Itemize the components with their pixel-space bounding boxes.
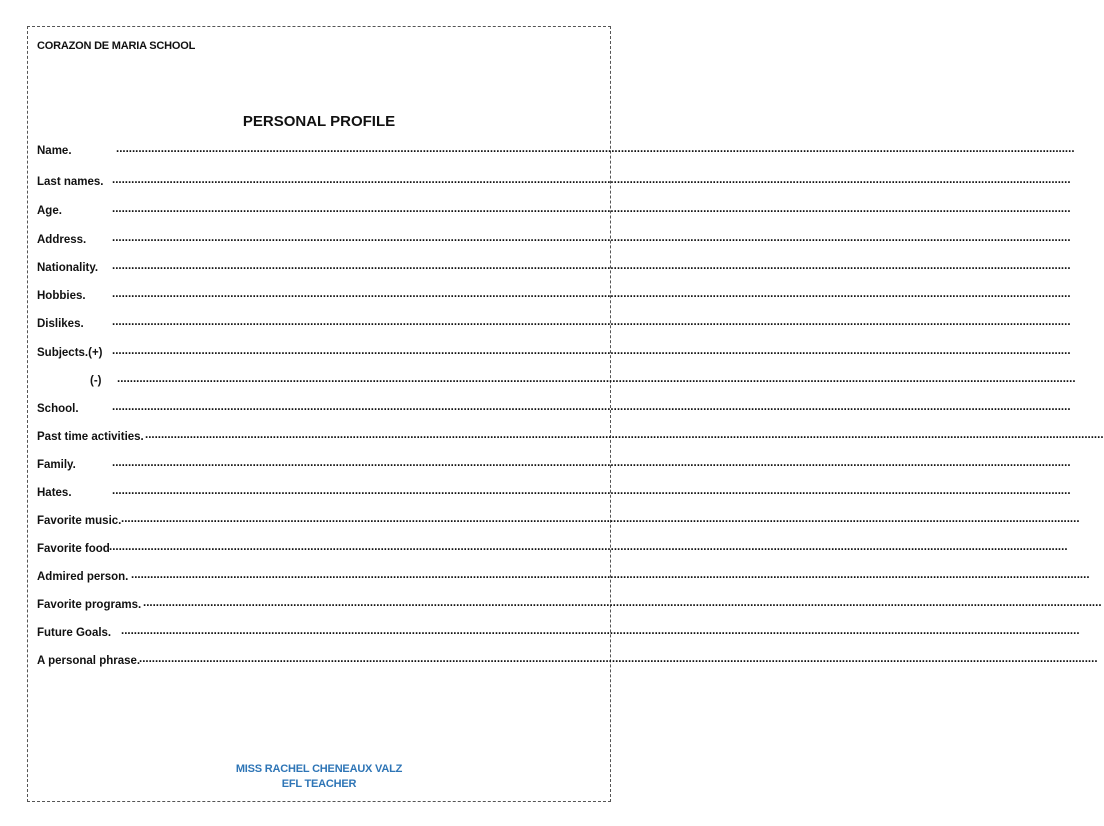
answer-line[interactable]: ............................................................................................................................................................................................................................................................................................................ <box>145 429 1104 441</box>
field-label: Past time activities. <box>37 431 144 443</box>
answer-line[interactable]: ............................................................................................................................................................................................................................................................................................................ <box>116 143 1075 155</box>
answer-line[interactable]: ............................................................................................................................................................................................................................................................................................................ <box>112 260 1071 272</box>
field-label: Hobbies. <box>37 290 86 302</box>
answer-line[interactable]: ............................................................................................................................................................................................................................................................................................................ <box>112 345 1071 357</box>
field-label: School. <box>37 403 79 415</box>
answer-line[interactable]: ............................................................................................................................................................................................................................................................................................................ <box>112 203 1071 215</box>
field-label: Subjects.(+) <box>37 347 103 359</box>
field-label: Address. <box>37 234 87 246</box>
field-label: Favorite programs. <box>37 599 142 611</box>
answer-line[interactable]: ............................................................................................................................................................................................................................................................................................................ <box>112 316 1071 328</box>
answer-line[interactable]: ............................................................................................................................................................................................................................................................................................................ <box>143 597 1102 609</box>
answer-line[interactable]: ............................................................................................................................................................................................................................................................................................................ <box>112 485 1071 497</box>
field-label: Nationality. <box>37 262 99 274</box>
field-label: Favorite music. <box>37 515 122 527</box>
field-label: Admired person. <box>37 571 129 583</box>
field-label: Last names. <box>37 176 104 188</box>
answer-line[interactable]: ............................................................................................................................................................................................................................................................................................................ <box>112 174 1071 186</box>
field-label: A personal phrase. <box>37 655 141 667</box>
field-label: Future Goals. <box>37 627 112 639</box>
answer-line[interactable]: ............................................................................................................................................................................................................................................................................................................ <box>112 457 1071 469</box>
answer-line[interactable]: ............................................................................................................................................................................................................................................................................................................ <box>109 541 1068 553</box>
answer-line[interactable]: ............................................................................................................................................................................................................................................................................................................ <box>121 513 1080 525</box>
answer-line[interactable]: ............................................................................................................................................................................................................................................................................................................ <box>139 653 1098 665</box>
field-label: (-) <box>90 375 102 387</box>
teacher-name: MISS RACHEL CHENEAUX VALZ <box>235 763 403 775</box>
teacher-role: EFL TEACHER <box>281 778 357 790</box>
page-title <box>0 113 638 130</box>
answer-line[interactable]: ............................................................................................................................................................................................................................................................................................................ <box>112 232 1071 244</box>
field-label: Name. <box>37 145 72 157</box>
page-title-text: PERSONAL PROFILE <box>242 113 396 130</box>
field-label: Family. <box>37 459 76 471</box>
school-name: CORAZON DE MARIA SCHOOL <box>37 40 196 52</box>
answer-line[interactable]: ............................................................................................................................................................................................................................................................................................................ <box>117 373 1076 385</box>
answer-line[interactable]: ............................................................................................................................................................................................................................................................................................................ <box>121 625 1080 637</box>
field-label: Favorite food <box>37 543 110 555</box>
field-label: Age. <box>37 205 62 217</box>
answer-line[interactable]: ............................................................................................................................................................................................................................................................................................................ <box>131 569 1090 581</box>
answer-line[interactable]: ............................................................................................................................................................................................................................................................................................................ <box>112 288 1071 300</box>
answer-line[interactable]: ............................................................................................................................................................................................................................................................................................................ <box>112 401 1071 413</box>
field-label: Hates. <box>37 487 72 499</box>
field-label: Dislikes. <box>37 318 84 330</box>
